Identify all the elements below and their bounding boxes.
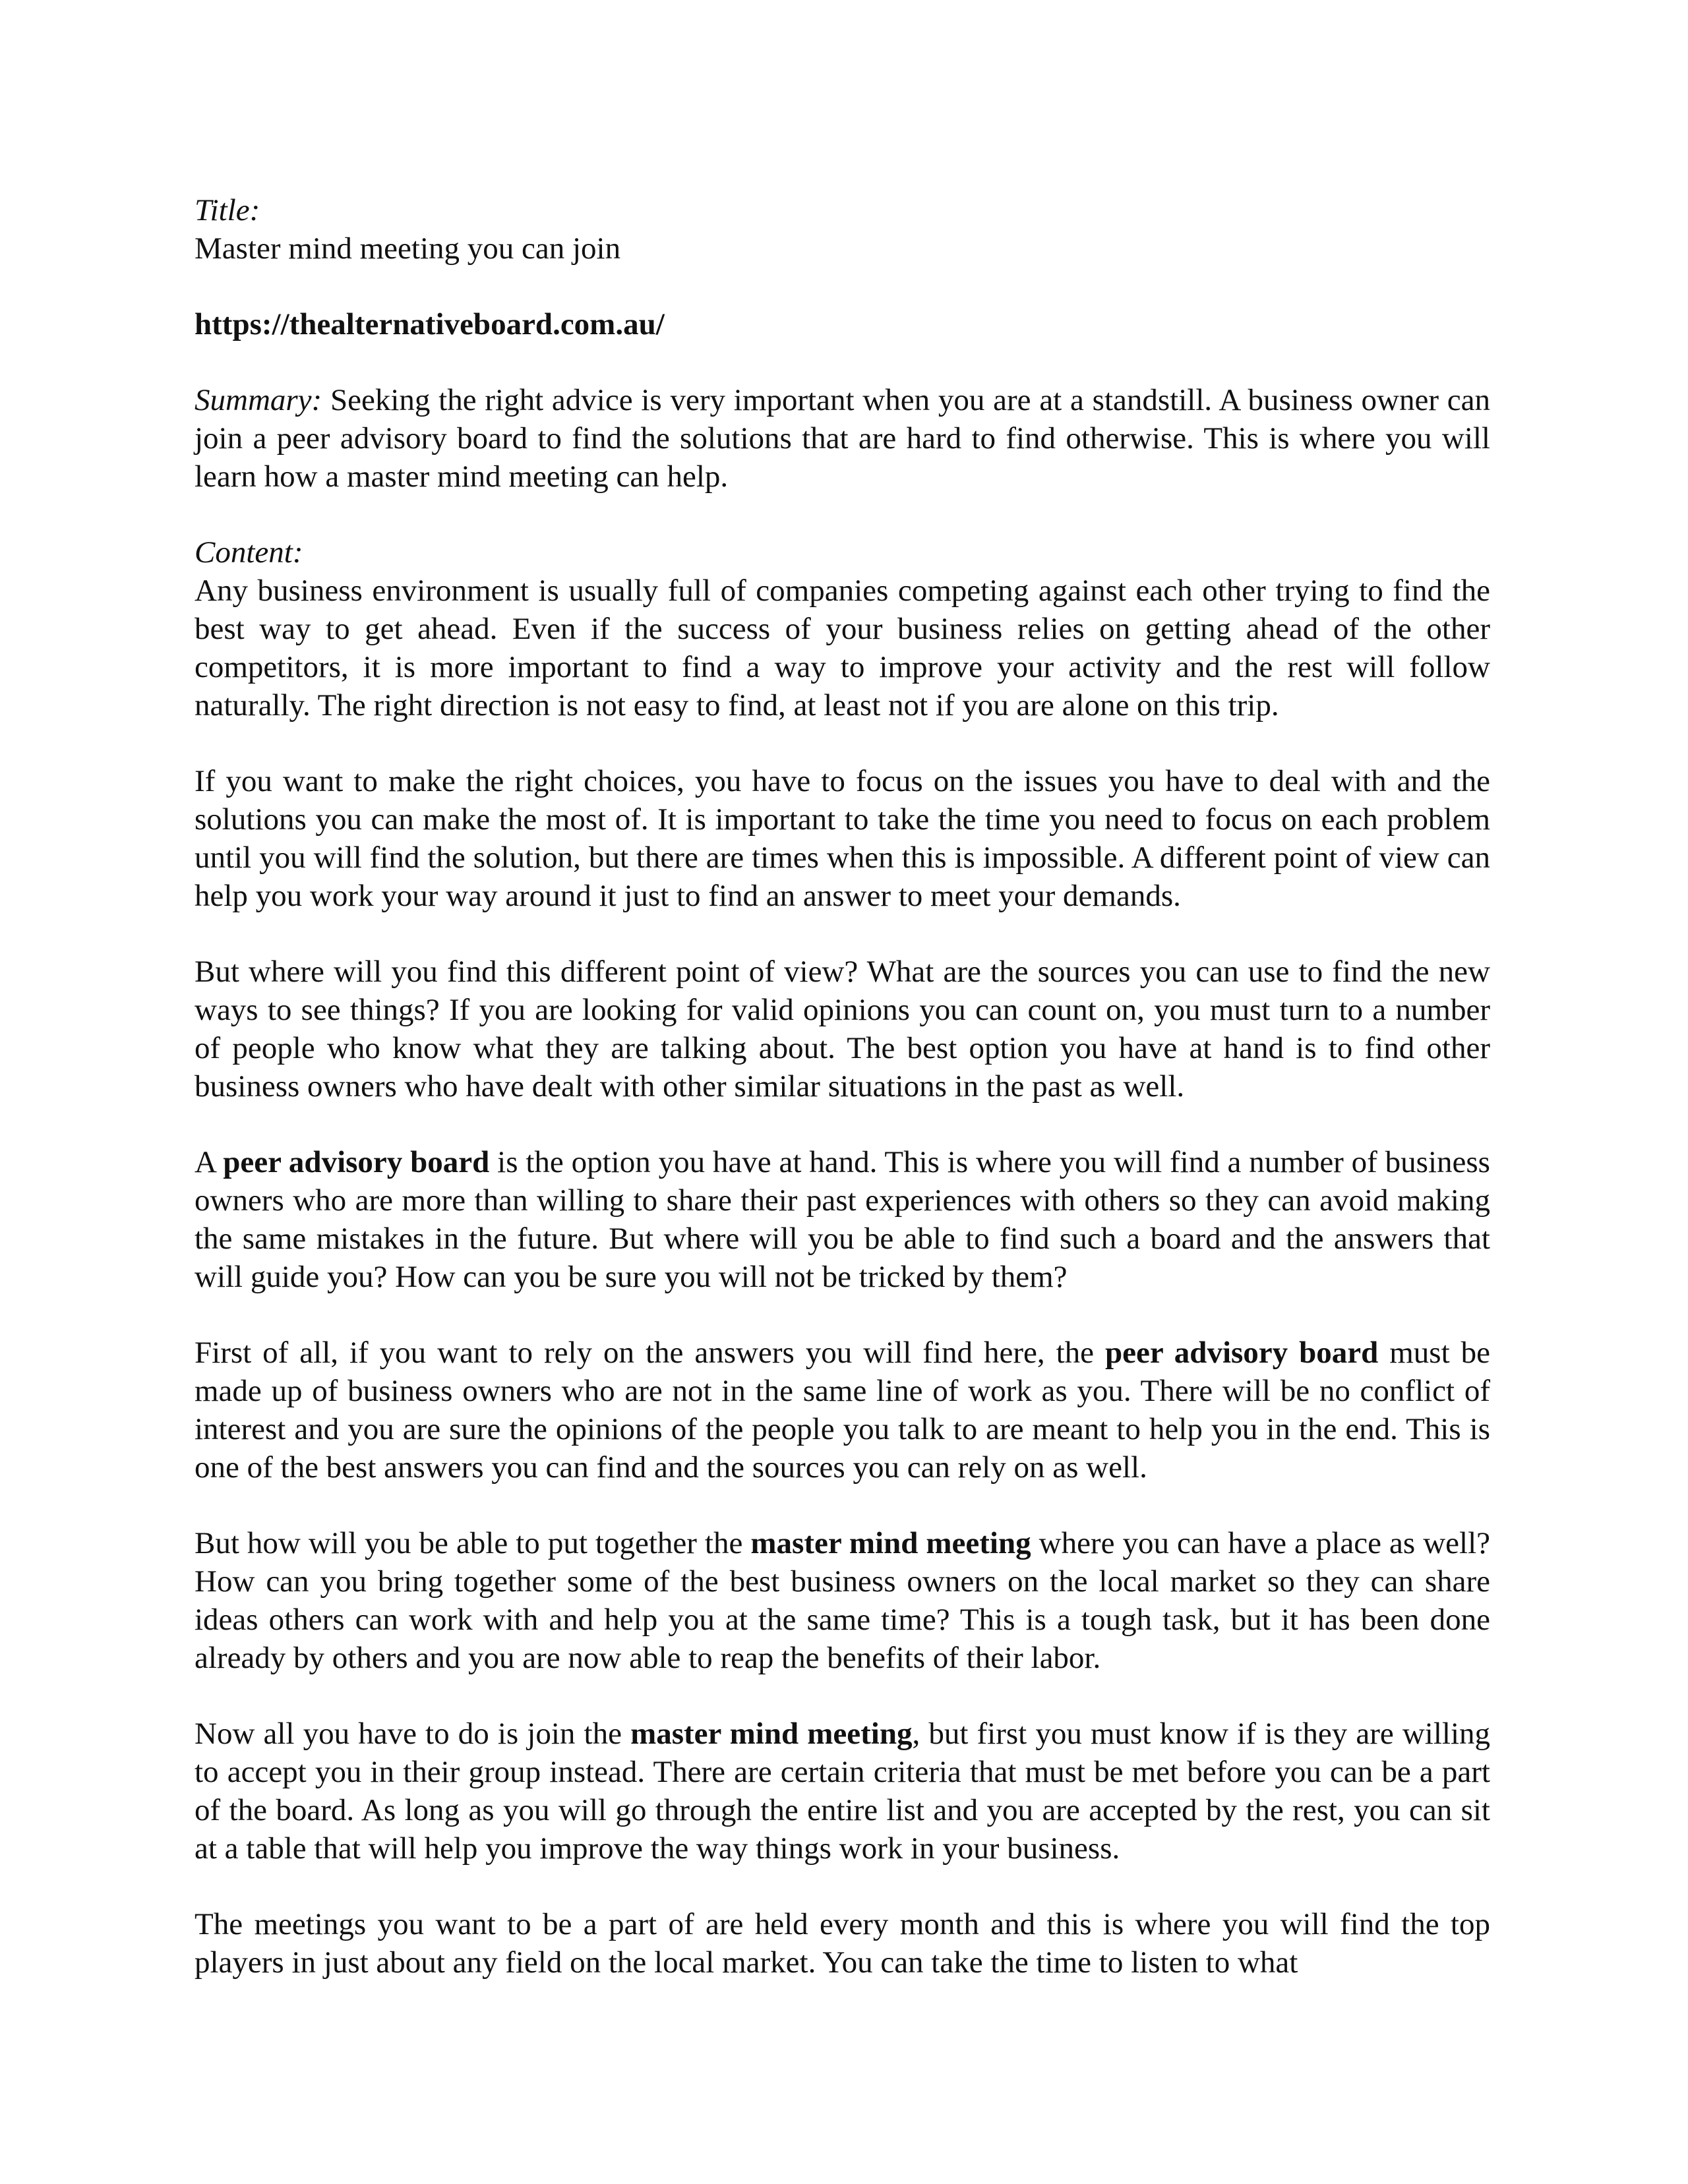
paragraph-text: A — [195, 1145, 224, 1179]
keyword-peer-advisory-board: peer advisory board — [223, 1145, 490, 1179]
paragraph-text: First of all, if you want to rely on the answers you will find here, the — [195, 1336, 1105, 1370]
paragraph-text: must be made up of business owners who are not in the same line of work as you. There will be no conflict of interest and you are sure the opinions of the people you talk to are meant to help you in the end. This is one of the best answers you can find and the sources you can rely on as well. — [195, 1336, 1490, 1485]
paragraph-text: , but first you must know if is they are willing to accept you in their group instead. There are certain criteria that must be met before you can be a part of the board. As long as you will go through the entire list and you are accepted by the rest, you can sit at a table that will help you improve the way things work in your business. — [195, 1717, 1490, 1866]
document-title: Master mind meeting you can join — [195, 231, 621, 266]
summary-label: Summary: — [195, 383, 322, 417]
keyword-master-mind-meeting: master mind meeting — [750, 1526, 1031, 1560]
paragraph-text: where you can have a place as well? How can you bring together some of the best business owners on the local market so they can share ideas others can work with and help you at the same time? This is a tough task, but it has been done already by others and you are now able to reap the benefits of their labor. — [195, 1526, 1490, 1675]
content-paragraph-1: Any business environment is usually full of companies competing against each other trying to find the best way to get ahead. Even if the success of your business relies on getting ahead of the other competitors, it is more important to find a way to improve your activity and the rest will follow naturally. The right direction is not easy to find, at least not if you are alone on this trip. — [195, 574, 1490, 723]
source-url: https://thealternativeboard.com.au/ — [195, 307, 665, 341]
content-paragraph-8: The meetings you want to be a part of are held every month and this is where you will find the top players in just about any field on the local market. You can take the time to listen to what — [195, 1907, 1490, 1980]
content-paragraph-3: But where will you find this different point of view? What are the sources you can use to find the new ways to see things? If you are looking for valid opinions you can count on, you must turn to a number of people who know what they are talking about. The best option you have at hand is to find other business owners who have dealt with other similar situations in the past as well. — [195, 955, 1490, 1104]
content-paragraph-2: If you want to make the right choices, you have to focus on the issues you have to deal with and the solutions you can make the most of. It is important to take the time you need to focus on each problem until you will find the solution, but there are times when this is impossible. A different point of view can help you work your way around it just to find an answer to meet your demands. — [195, 764, 1490, 913]
keyword-master-mind-meeting: master mind meeting — [630, 1717, 913, 1751]
paragraph-text: Now all you have to do is join the — [195, 1717, 631, 1751]
document-body — [195, 191, 1490, 1982]
summary-text: Seeking the right advice is very important when you are at a standstill. A business owner can join a peer advisory board to find the solutions that are hard to find otherwise. This is where you will learn how a master mind meeting can help. — [195, 383, 1490, 494]
paragraph-text: But how will you be able to put together the — [195, 1526, 751, 1560]
summary-paragraph — [195, 381, 1490, 496]
content-paragraph-4 — [195, 1143, 1490, 1296]
keyword-peer-advisory-board: peer advisory board — [1104, 1336, 1379, 1370]
content-paragraph-7 — [195, 1715, 1490, 1868]
content-paragraph-5 — [195, 1334, 1490, 1487]
content-label: Content: — [195, 535, 303, 570]
title-label: Title: — [195, 193, 260, 227]
spacer — [195, 343, 1490, 381]
spacer — [195, 268, 1490, 305]
content-paragraph-6 — [195, 1524, 1490, 1677]
paragraph-text: is the option you have at hand. This is where you will find a number of business owners who are more than willing to share their past experiences with others so they can avoid making the same mistakes in the future. But where will you be able to find such a board and the answers that will guide you? How can you be sure you will not be tricked by them? — [195, 1145, 1490, 1294]
